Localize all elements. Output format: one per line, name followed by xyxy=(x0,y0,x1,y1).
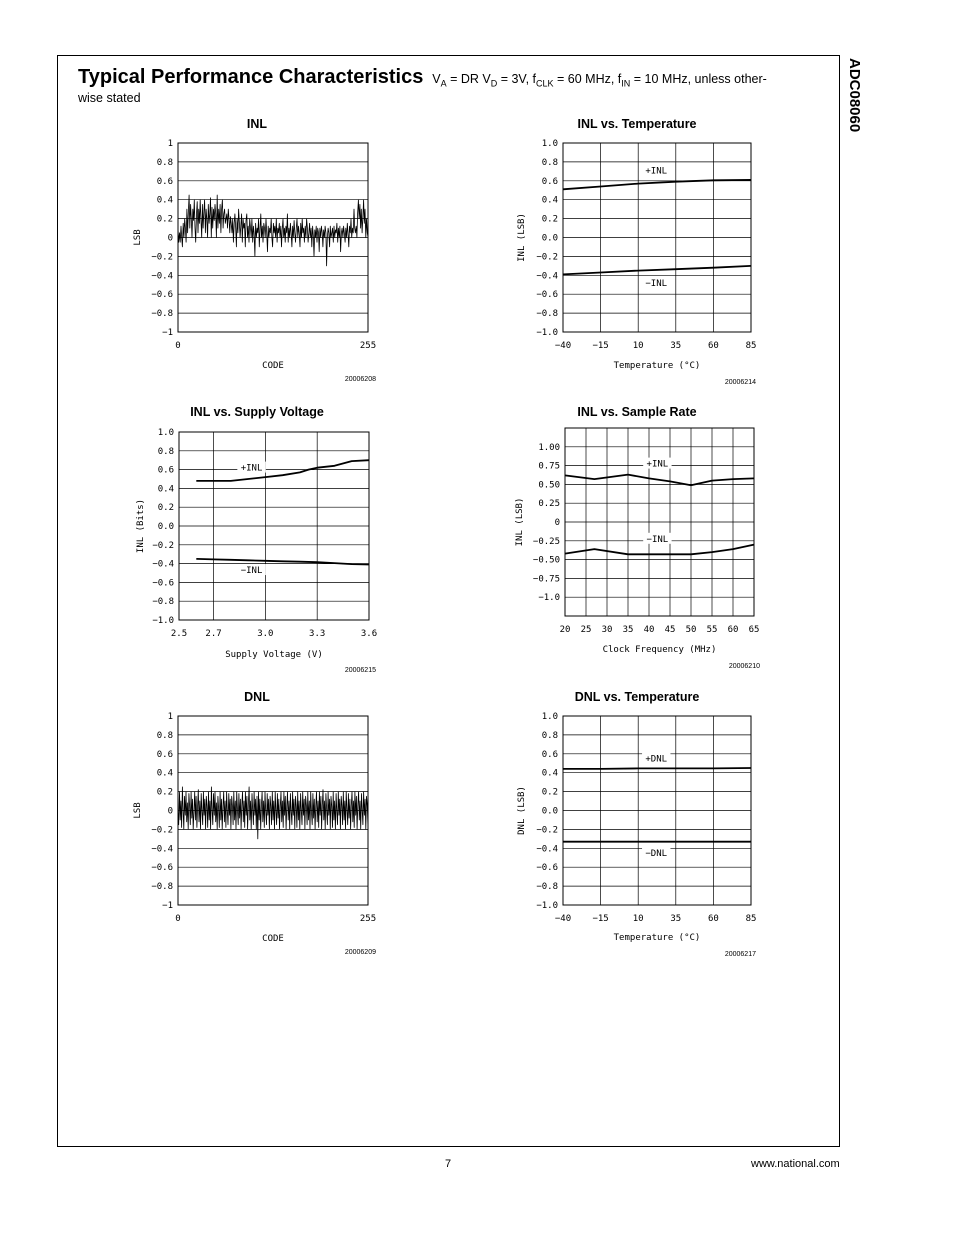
dnl-temp-ytick-label: 0.6 xyxy=(541,749,558,760)
inl-rate-ytick-label: −0.50 xyxy=(532,555,560,566)
inl-supply-ytick-label: 0.4 xyxy=(157,484,174,495)
inl-rate-xtick-label: 35 xyxy=(622,625,634,635)
inl-temp-ytick-label: −0.8 xyxy=(536,309,558,320)
inl-temp-ytick-label: 1.0 xyxy=(541,139,558,149)
inl-temp-xtick-label: 60 xyxy=(707,341,719,351)
dnl-temp-yaxis-label: DNL (LSB) xyxy=(517,786,527,835)
dnl-xaxis-label: CODE xyxy=(262,934,284,944)
inl-temp-xtick-label: 10 xyxy=(632,341,644,351)
inl-rate-xtick-label: 40 xyxy=(643,625,655,635)
dnl-ytick-label: 0.2 xyxy=(156,787,173,798)
inl-temp-curve-label: −INL xyxy=(645,278,668,289)
inl-xaxis-label: CODE xyxy=(262,361,284,371)
inl-ytick-label: 0.2 xyxy=(156,214,173,225)
dnl-temp-ytick-label: 1.0 xyxy=(541,712,558,722)
dnl-ytick-label: 1 xyxy=(167,712,173,722)
inl-temp-xaxis-label: Temperature (°C) xyxy=(613,361,701,371)
dnl-temp-ytick-label: 0.8 xyxy=(541,730,558,741)
inl-rate-xtick-label: 45 xyxy=(664,625,676,635)
dnl-temp-ytick-label: 0.0 xyxy=(541,806,558,817)
dnl-temp-ytick-label: 0.2 xyxy=(541,787,558,798)
inl-rate-series-line-inl xyxy=(565,475,754,486)
inl-rate-xtick-label: 30 xyxy=(601,625,613,635)
inl-temp-ytick-label: 0.2 xyxy=(541,214,558,225)
dnl-figure-number: 20006209 xyxy=(344,949,376,956)
chart-title-dnl: DNL xyxy=(244,690,270,704)
inl-supply-ytick-label: −1.0 xyxy=(152,616,174,626)
inl-rate-ytick-label: 0.50 xyxy=(538,480,560,491)
inl-temp-ytick-label: 0.0 xyxy=(541,233,558,244)
inl-ytick-label: −0.8 xyxy=(151,309,173,320)
inl-rate-xtick-label: 55 xyxy=(706,625,718,635)
dnl-ytick-label: 0.8 xyxy=(156,730,173,741)
inl-rate-xaxis-label: Clock Frequency (MHz) xyxy=(602,645,717,655)
chart-title-inl-temp: INL vs. Temperature xyxy=(577,117,697,131)
inl-supply-ytick-label: 0.0 xyxy=(157,522,174,532)
footer-url: www.national.com xyxy=(751,1158,840,1170)
inl-temp-xtick-label: 35 xyxy=(670,341,682,351)
dnl-temp-xtick-label: 85 xyxy=(745,914,757,924)
dnl-ytick-label: 0.4 xyxy=(156,768,173,779)
dnl-ytick-label: −1 xyxy=(162,901,173,911)
inl-temp-curve-label: +INL xyxy=(645,166,668,177)
inl-ytick-label: 0.6 xyxy=(156,176,173,187)
dnl-temp-ytick-label: −0.2 xyxy=(536,825,558,836)
dnl-ytick-label: −0.2 xyxy=(151,825,173,836)
inl-temp-ytick-label: 0.8 xyxy=(541,157,558,168)
inl-ytick-label: −1 xyxy=(162,328,173,338)
inl-rate-xtick-label: 65 xyxy=(748,625,760,635)
test-conditions: $V_A$ = DR $V_D = 3V$, $f_{CLK} = 60$ MHz, $f_{IN} = 10$ MHz, unless other- wise stated xyxy=(78,72,767,105)
inl-supply-ytick-label: −0.2 xyxy=(152,540,174,551)
chart-title-inl-rate: INL vs. Sample Rate xyxy=(577,405,697,419)
inl-temp-ytick-label: −1.0 xyxy=(536,328,558,338)
dnl-temp-curve-label: +DNL xyxy=(645,754,668,765)
inl-ytick-label: 1 xyxy=(167,139,173,149)
inl-supply-xaxis-label: Supply Voltage (V) xyxy=(225,650,323,660)
inl-temp-xtick-label: −15 xyxy=(592,341,609,351)
inl-supply-ytick-label: −0.4 xyxy=(152,559,174,570)
inl-temp-figure-number: 20006214 xyxy=(724,379,756,386)
inl-rate-ytick-label: −1.0 xyxy=(538,593,560,604)
dnl-temp-xtick-label: −40 xyxy=(554,914,572,924)
inl-supply-ytick-label: 0.6 xyxy=(157,465,174,476)
inl-series-line-0 xyxy=(178,195,368,266)
inl-supply-xtick-label: 2.7 xyxy=(205,629,222,639)
inl-temp-ytick-label: 0.6 xyxy=(541,176,558,187)
inl-rate-ytick-label: 1.00 xyxy=(538,442,560,453)
chart-title-dnl-temp: DNL vs. Temperature xyxy=(574,690,700,704)
inl-supply-xtick-label: 3.0 xyxy=(257,629,274,639)
dnl-temp-curve-label: −DNL xyxy=(645,848,668,859)
inl-supply-yaxis-label: INL (Bits) xyxy=(136,498,146,554)
inl-figure-number: 20006208 xyxy=(344,376,376,383)
chart-title-inl-supply: INL vs. Supply Voltage xyxy=(190,405,324,419)
inl-supply-xtick-label: 2.5 xyxy=(170,629,188,639)
inl-xtick-label: 255 xyxy=(359,341,377,351)
dnl-yaxis-label: LSB xyxy=(133,802,143,819)
inl-supply-xtick-label: 3.3 xyxy=(309,629,326,639)
inl-supply-series-line-inl xyxy=(196,460,369,481)
inl-rate-ytick-label: −0.25 xyxy=(532,536,560,547)
inl-temp-series-line-inl xyxy=(563,180,751,189)
inl-temp-ytick-label: −0.6 xyxy=(536,290,558,301)
inl-temp-ytick-label: −0.2 xyxy=(536,252,558,263)
dnl-series-line-0 xyxy=(178,787,368,839)
inl-temp-ytick-label: −0.4 xyxy=(536,271,558,282)
inl-temp-xtick-label: 85 xyxy=(745,341,757,351)
inl-rate-ytick-label: 0.75 xyxy=(538,461,560,472)
inl-temp-series-line-inl xyxy=(563,266,751,275)
inl-rate-xtick-label: 60 xyxy=(727,625,739,635)
dnl-temp-xtick-label: 10 xyxy=(632,914,644,924)
dnl-temp-xtick-label: −15 xyxy=(592,914,609,924)
inl-rate-xtick-label: 20 xyxy=(559,625,571,635)
inl-rate-ytick-label: −0.75 xyxy=(532,574,560,585)
part-number-side-label: ADC08060 xyxy=(846,58,863,133)
dnl-xtick-label: 255 xyxy=(359,914,377,924)
dnl-temp-figure-number: 20006217 xyxy=(724,951,756,958)
inl-rate-figure-number: 20006210 xyxy=(728,663,760,670)
dnl-xtick-label: 0 xyxy=(175,914,181,924)
dnl-ytick-label: 0 xyxy=(167,806,173,817)
dnl-ytick-label: −0.4 xyxy=(151,844,173,855)
inl-rate-ytick-label: 0 xyxy=(554,518,560,528)
inl-xtick-label: 0 xyxy=(175,341,181,351)
inl-supply-ytick-label: −0.8 xyxy=(152,597,174,608)
dnl-ytick-label: 0.6 xyxy=(156,749,173,760)
inl-rate-series-line-inl xyxy=(565,545,754,555)
inl-supply-figure-number: 20006215 xyxy=(344,667,376,674)
inl-rate-yaxis-label: INL (LSB) xyxy=(515,497,525,547)
dnl-temp-xaxis-label: Temperature (°C) xyxy=(613,933,701,943)
inl-supply-xtick-label: 3.6 xyxy=(360,629,378,639)
inl-temp-ytick-label: 0.4 xyxy=(541,195,558,206)
inl-supply-ytick-label: 1.0 xyxy=(157,428,174,438)
dnl-ytick-label: −0.6 xyxy=(151,863,173,874)
inl-temp-yaxis-label: INL (LSB) xyxy=(517,213,527,262)
inl-ytick-label: 0.4 xyxy=(156,195,173,206)
section-title: Typical Performance Characteristics xyxy=(78,66,424,88)
chart-title-inl: INL xyxy=(246,117,268,131)
inl-ytick-label: −0.2 xyxy=(151,252,173,263)
dnl-temp-ytick-label: −0.6 xyxy=(536,863,558,874)
inl-supply-ytick-label: 0.8 xyxy=(157,446,174,457)
inl-supply-curve-label: +INL xyxy=(240,463,263,474)
inl-rate-curve-label: −INL xyxy=(646,534,669,545)
inl-rate-ytick-label: 0.25 xyxy=(538,499,560,510)
dnl-temp-series-line-dnl xyxy=(563,768,751,769)
inl-ytick-label: 0 xyxy=(167,233,173,244)
inl-ytick-label: −0.4 xyxy=(151,271,173,282)
dnl-temp-ytick-label: −0.8 xyxy=(536,882,558,893)
page-number: 7 xyxy=(445,1158,452,1170)
dnl-temp-ytick-label: −1.0 xyxy=(536,901,558,911)
inl-supply-ytick-label: 0.2 xyxy=(157,503,174,514)
inl-ytick-label: 0.8 xyxy=(156,157,173,168)
dnl-temp-xtick-label: 35 xyxy=(670,914,682,924)
inl-ytick-label: −0.6 xyxy=(151,290,173,301)
inl-temp-xtick-label: −40 xyxy=(554,341,572,351)
inl-rate-xtick-label: 50 xyxy=(685,625,697,635)
inl-supply-curve-label: −INL xyxy=(240,566,263,577)
inl-rate-xtick-label: 25 xyxy=(580,625,592,635)
inl-yaxis-label: LSB xyxy=(133,229,143,246)
dnl-temp-ytick-label: −0.4 xyxy=(536,844,558,855)
dnl-temp-ytick-label: 0.4 xyxy=(541,768,558,779)
dnl-temp-xtick-label: 60 xyxy=(707,914,719,924)
inl-rate-curve-label: +INL xyxy=(646,459,669,470)
inl-supply-ytick-label: −0.6 xyxy=(152,578,174,589)
dnl-ytick-label: −0.8 xyxy=(151,882,173,893)
